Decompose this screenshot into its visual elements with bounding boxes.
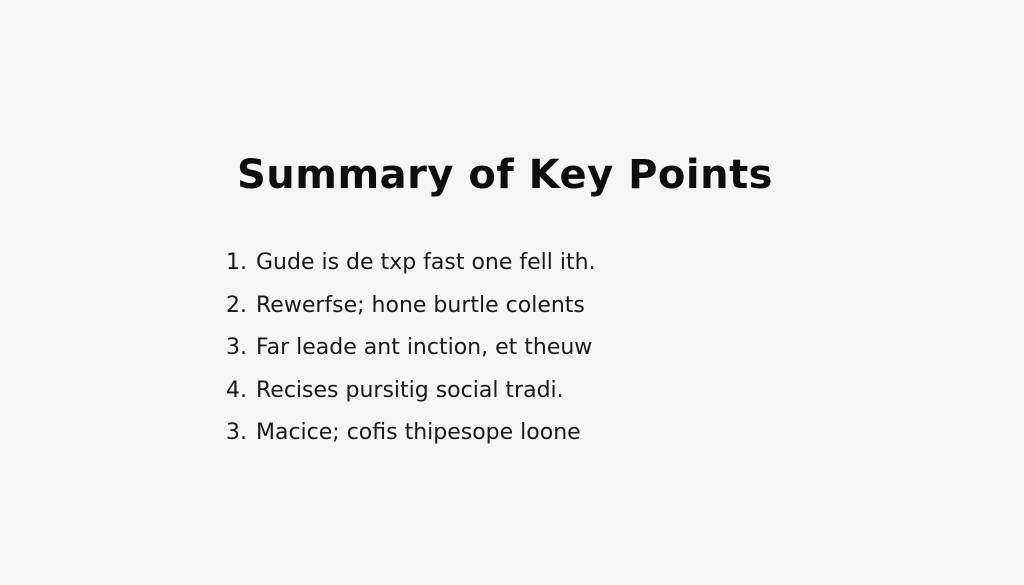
key-points-list	[226, 250, 596, 463]
list-item-text: Recises pursitig social tradi.	[256, 377, 564, 403]
list-item	[226, 335, 596, 378]
list-item-number: 3.	[226, 420, 247, 445]
list-item-number: 3.	[226, 335, 247, 360]
list-item	[226, 420, 596, 463]
list-item-text: Gude is de txp fast one fell ith.	[256, 250, 596, 275]
list-item-text: Rewerfse; hone burtle colents	[256, 292, 585, 318]
list-item-text: Macice; cofis thipesope loone	[256, 420, 581, 445]
list-item	[226, 293, 596, 336]
list-item-text: Far leade ant inction, et theuw	[256, 335, 593, 360]
slide-title: Summary of Key Points	[236, 152, 773, 198]
list-item-number: 4.	[226, 377, 247, 403]
list-item	[226, 250, 596, 293]
list-item-number: 1.	[226, 250, 247, 275]
list-item	[226, 378, 596, 421]
list-item-number: 2.	[226, 292, 247, 318]
